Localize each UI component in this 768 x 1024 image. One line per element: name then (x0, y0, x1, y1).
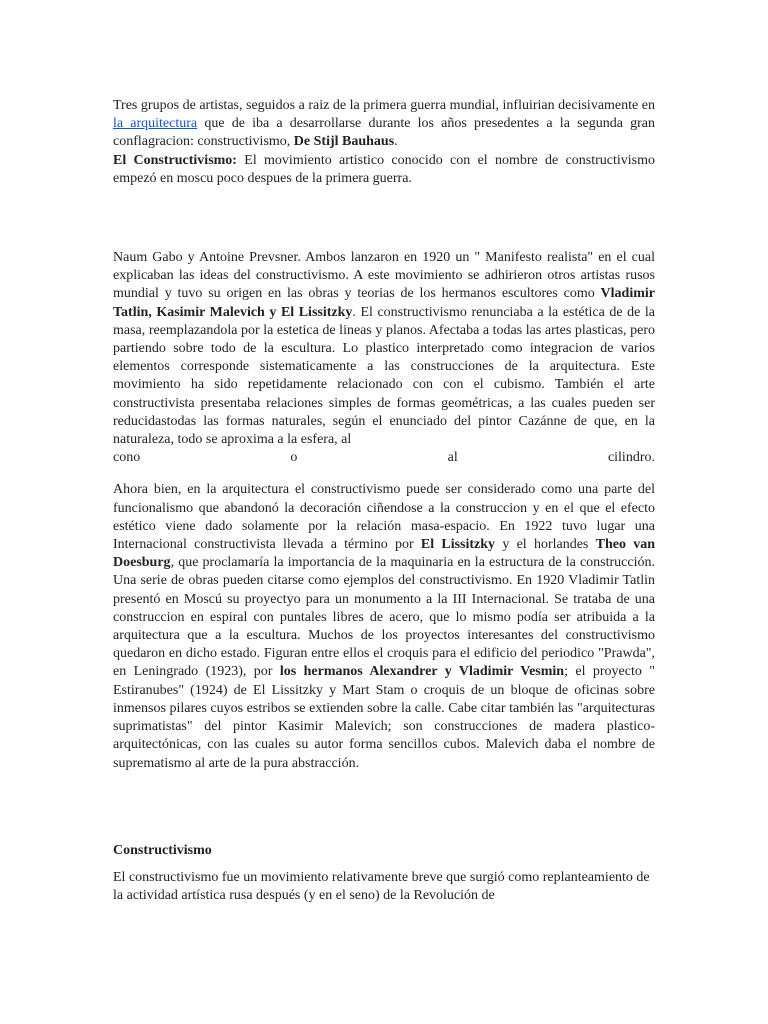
arquitectura-link[interactable]: la arquitectura (113, 116, 198, 132)
theo-van-doesburg-bold: Theo van Doesburg (113, 537, 656, 571)
el-lissitzky-bold: El Lissitzky (420, 537, 496, 553)
gabo-text-a: Naum Gabo y Antoine Prevsner. Ambos lanzaron en 1920 un " Manifesto realista" en el cual explicaban las ideas del constructivismo. A este movimiento se adhirieron otros artistas rusos mundial y tuvo su origen en las obras y teorias de los hermanos escultores como (113, 250, 655, 302)
closing-paragraph: El constructivismo fue un movimiento relativamente breve que surgió como replanteamiento de la actividad artística rusa después (y en el seno) de la Revolución de (113, 869, 650, 904)
hermanos-vesmin-bold: los hermanos Alexandrer y Vladimir Vesmin (279, 664, 565, 680)
gabo-paragraph (113, 249, 655, 449)
constructivismo-label-bold: El Constructivismo: (113, 152, 237, 168)
arq-text-a: Ahora bien, en la arquitectura el constructivismo puede ser considerado como una parte del funcionalismo que abandonó la decoración ciñendose a la construccion y en el que el efecto estético viene dado solamente por la relación masa-espacio. En 1922 tuvo lugar una Internacional constructivista llevada a término por (113, 482, 655, 553)
gabo-last-text: cono o al cilindro. (113, 450, 655, 466)
document-body (113, 97, 655, 905)
arq-text-d: ; el proyecto " Estiranubes" (1924) de El Lissitzky y Mart Stam o croquis de un bloque de oficinas sobre inmensos pilares cuyos estribos se extienden sobre la calle. Cabe citar también las "arquitecturas suprimatistas" del pintor Kasimir Malevich; son construcciones de madera plastico-arquitectónicas, con las cuales su autor forma sencillos cubos. Malevich daba el nombre de suprematismo al arte de la pura abstracción. (113, 664, 656, 771)
arquitectura-paragraph (113, 481, 655, 772)
tatlin-malevich-lissitzky-bold: Vladimir Tatlin, Kasimir Malevich y El Lissitzky (113, 286, 655, 320)
gabo-text-b: . El constructivismo renunciaba a la estética de de la masa, reemplazandola por la estetica de lineas y planos. Afectaba a todas las artes plasticas, pero partiendo sobre todo de la escultura. Lo plastico interpretado como integracion de varios elementos corresponde sistematicamente a las construcciones de la arquitectura. Este movimiento ha sido repetidamente relacionado con con el cubismo. También el arte constructivista presentaba relaciones simples de formas geométricas, a las cuales pueden ser reducidastodas las formas naturales, según el enunciado del pintor Cazánne de que, en la naturaleza, todo se aproxima a la esfera, al (113, 304, 655, 448)
de-stijl-bauhaus-bold: De Stijl Bauhaus (293, 134, 395, 150)
gabo-last-line (113, 449, 655, 467)
intro-text-d: El movimiento artistico conocido con el nombre de constructivismo empezó en moscu poco despues de la primera guerra. (113, 152, 656, 186)
section-heading: Constructivismo (113, 842, 212, 858)
intro-paragraph (113, 97, 655, 188)
intro-text-c: . (394, 134, 398, 150)
arq-text-b: y el horlandes (495, 537, 596, 553)
intro-text-a: Tres grupos de artistas, seguidos a raiz de la primera guerra mundial, influirian decisivamente en (113, 98, 655, 113)
arq-text-c: , que proclamaría la importancia de la maquinaria en la estructura de la construcción. Una serie de obras pueden citarse como ejemplos del constructivismo. En 1920 Vladimir Tatlin presentó en Moscú su proyectyo para un monumento a la III Internacional. Se trataba de una construccion en espiral con puntales libres de acero, que lo mismo podía ser atribuida a la arquitectura que a la escultura. Muchos de los proyectos interesantes del constructivismo quedaron en dicho estado. Figuran entre ellos el croquis para el edificio del periodico "Prawda", en Leningrado (1923), por (113, 555, 655, 680)
intro-text-b: que de iba a desarrollarse durante los años presedentes a la segunda gran conflagracion: constructivismo, (113, 116, 656, 150)
